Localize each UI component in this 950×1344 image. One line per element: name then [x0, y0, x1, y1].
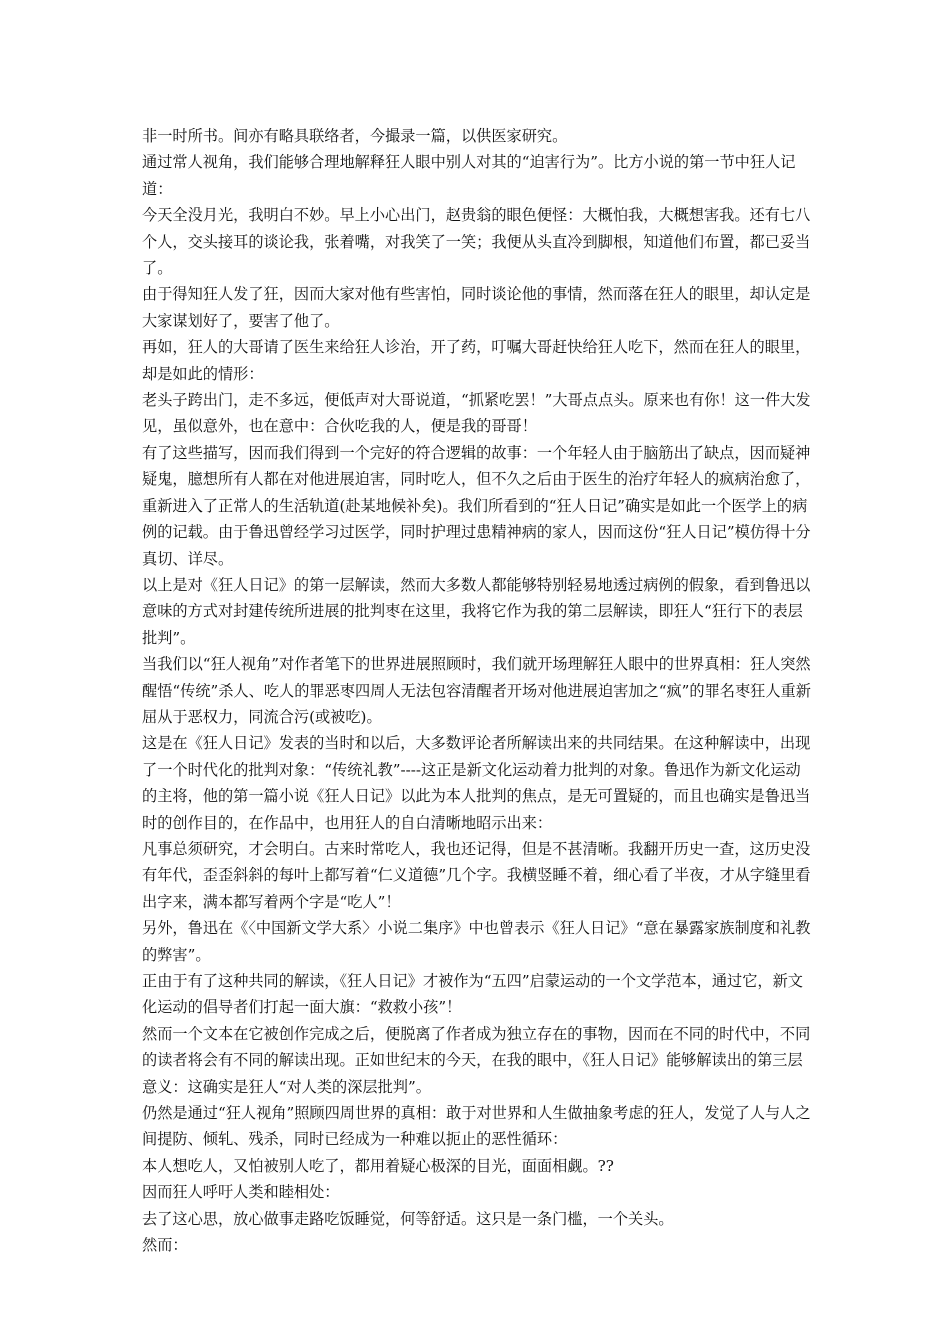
paragraph: 仍然是通过“狂人视角”照顾四周世界的真相：敢于对世界和人生做抽象考虑的狂人，发觉了人与人之间提防、倾轧、残杀，同时已经成为一种难以扼止的恶性循环： [142, 1104, 811, 1149]
paragraph: 然而： [142, 1236, 188, 1255]
paragraph: 正由于有了这种共同的解读，《狂人日记》才被作为“五四”启蒙运动的一个文学范本，通过它，新文化运动的倡导者们打起一面大旗：“救救小孩”！ [142, 972, 803, 1017]
paragraph: 再如，狂人的大哥请了医生来给狂人诊治，开了药，叮嘱大哥赶快给狂人吃下，然而在狂人的眼里，却是如此的情形： [142, 338, 811, 383]
quote-paragraph: 凡事总须研究，才会明白。古来时常吃人，我也还记得，但是不甚清晰。我翻开历史一查，这历史没有年代，歪歪斜斜的每叶上都写着“仁义道德”几个字。我横竖睡不着，细心看了半夜，才从字缝里看出字来，满本都写着两个字是“吃人”！ [142, 839, 811, 911]
quote-paragraph: 去了这心思，放心做事走路吃饭睡觉，何等舒适。这只是一条门槛，一个关头。 [142, 1209, 674, 1228]
paragraph: 非一时所书。间亦有略具联络者，今撮录一篇，以供医家研究。 [142, 127, 568, 145]
paragraph: 通过常人视角，我们能够合理地解释狂人眼中别人对其的“迫害行为”。比方小说的第一节中狂人记道： [142, 153, 796, 198]
paragraph: 然而一个文本在它被创作完成之后，便脱离了作者成为独立存在的事物，因而在不同的时代中，不同的读者将会有不同的解读出现。正如世纪末的今天，在我的眼中，《狂人日记》能够解读出的第三层意义：这确实是狂人“对人类的深层批判”。 [142, 1024, 811, 1096]
paragraph: 因而狂人呼吁人类和睦相处： [142, 1183, 340, 1202]
quote-paragraph: 今天全没月光，我明白不妙。早上小心出门，赵贵翁的眼色便怪：大概怕我，大概想害我。还有七八个人，交头接耳的谈论我，张着嘴，对我笑了一笑；我便从头直冷到脚根，知道他们布置，都已妥当了。 [142, 206, 811, 278]
quote-paragraph: 本人想吃人，又怕被别人吃了，都用着疑心极深的目光，面面相觑。?? [142, 1156, 614, 1175]
paragraph: 由于得知狂人发了狂，因而大家对他有些害怕，同时谈论他的事情，然而落在狂人的眼里，却认定是大家谋划好了，要害了他了。 [142, 285, 811, 330]
paragraph: 另外，鲁迅在《〈中国新文学大系〉小说二集序》中也曾表示《狂人日记》“意在暴露家族制度和礼教的弊害”。 [142, 919, 811, 964]
quote-paragraph: 老头子跨出门，走不多远，便低声对大哥说道，“抓紧吃罢！”大哥点点头。原来也有你！这一件大发见，虽似意外，也在意中：合伙吃我的人，便是我的哥哥！ [142, 391, 811, 436]
document-body [142, 123, 814, 1258]
paragraph: 这是在《狂人日记》发表的当时和以后，大多数评论者所解读出来的共同结果。在这种解读中，出现了一个时代化的批判对象：“传统礼教”----这正是新文化运动着力批判的对象。鲁迅作为新文化运动的主将，他的第一篇小说《狂人日记》以此为本人批判的焦点，是无可置疑的，而且也确实是鲁迅当时的创作目的，在作品中，也用狂人的自白清晰地昭示出来： [142, 734, 811, 832]
paragraph: 有了这些描写，因而我们得到一个完好的符合逻辑的故事：一个年轻人由于脑筋出了缺点，因而疑神疑鬼，臆想所有人都在对他进展迫害，同时吃人，但不久之后由于医生的治疗年轻人的疯病治愈了，重新进入了正常人的生活轨道(赴某地候补矣)。我们所看到的“狂人日记”确实是如此一个医学上的病例的记载。由于鲁迅曾经学习过医学，同时护理过患精神病的家人，因而这份“狂人日记”模仿得十分真切、详尽。 [142, 443, 811, 568]
paragraph: 以上是对《狂人日记》的第一层解读，然而大多数人都能够特别轻易地透过病例的假象，看到鲁迅以意味的方式对封建传统所进展的批判枣在这里，我将它作为我的第二层解读，即狂人“狂行下的表层批判”。 [142, 575, 811, 647]
paragraph: 当我们以“狂人视角”对作者笔下的世界进展照顾时，我们就开场理解狂人眼中的世界真相：狂人突然醒悟“传统”杀人、吃人的罪恶枣四周人无法包容清醒者开场对他进展迫害加之“疯”的罪名枣狂人重新屈从于恶权力，同流合污(或被吃)。 [142, 655, 811, 726]
